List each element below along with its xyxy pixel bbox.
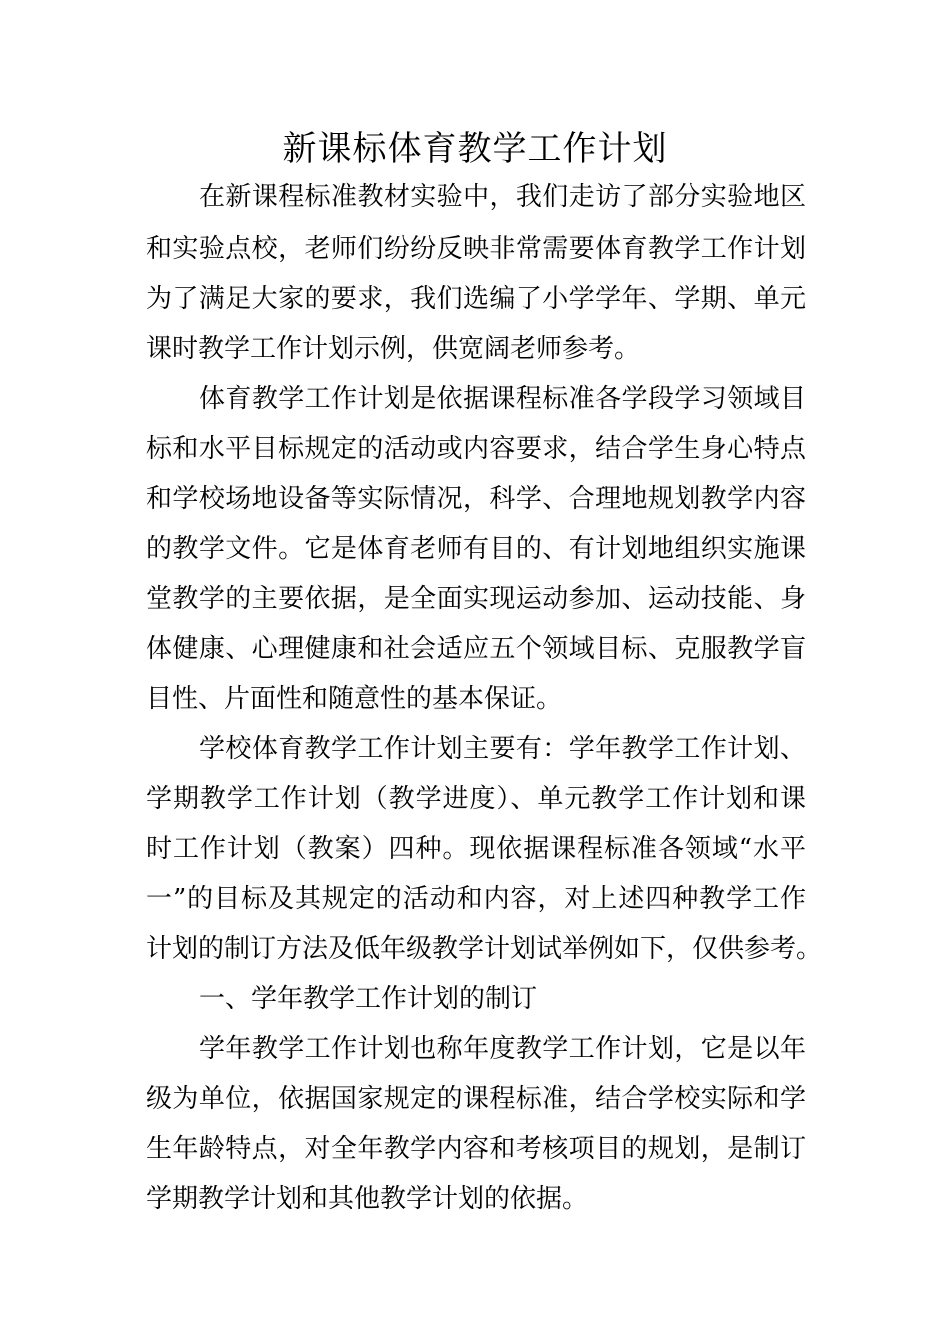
paragraph-line: 计划的制订方法及低年级教学计划试举例如下，仅供参考。 — [146, 934, 823, 964]
section-heading: 一、学年教学工作计划的制订 — [199, 984, 538, 1014]
paragraph-line: 学年教学工作计划也称年度教学工作计划，它是以年 — [199, 1034, 806, 1064]
paragraph-line: 时工作计划（教案）四种。现依据课程标准各领域“水平 — [146, 834, 806, 864]
paragraph-line: 堂教学的主要依据，是全面实现运动参加、运动技能、身 — [146, 584, 806, 614]
paragraph-line: 和学校场地设备等实际情况，科学、合理地规划教学内容 — [146, 484, 806, 514]
paragraph-line: 的教学文件。它是体育老师有目的、有计划地组织实施课 — [146, 534, 806, 564]
paragraph-line: 生年龄特点，对全年教学内容和考核项目的规划，是制订 — [146, 1134, 806, 1164]
paragraph-line: 一”的目标及其规定的活动和内容，对上述四种教学工作 — [146, 884, 806, 914]
paragraph-line: 学期教学计划和其他教学计划的依据。 — [146, 1184, 589, 1214]
paragraph-line: 体育教学工作计划是依据课程标准各学段学习领域目 — [199, 384, 806, 414]
paragraph-line: 课时教学工作计划示例，供宽阔老师参考。 — [146, 334, 641, 364]
paragraph-line: 在新课程标准教材实验中，我们走访了部分实验地区 — [199, 182, 806, 212]
paragraph-line: 标和水平目标规定的活动或内容要求，结合学生身心特点 — [146, 434, 806, 464]
paragraph-line: 为了满足大家的要求，我们选编了小学学年、学期、单元 — [146, 284, 806, 314]
paragraph-line: 目性、片面性和随意性的基本保证。 — [146, 684, 563, 714]
paragraph-line: 学期教学工作计划（教学进度）、单元教学工作计划和课 — [146, 784, 806, 814]
paragraph-line: 学校体育教学工作计划主要有：学年教学工作计划、 — [199, 734, 806, 764]
document-title: 新课标体育教学工作计划 — [282, 129, 668, 169]
paragraph-line: 体健康、心理健康和社会适应五个领域目标、克服教学盲 — [146, 634, 806, 664]
paragraph-line: 级为单位，依据国家规定的课程标准，结合学校实际和学 — [146, 1084, 806, 1114]
paragraph-line: 和实验点校，老师们纷纷反映非常需要体育教学工作计划 — [146, 234, 806, 264]
